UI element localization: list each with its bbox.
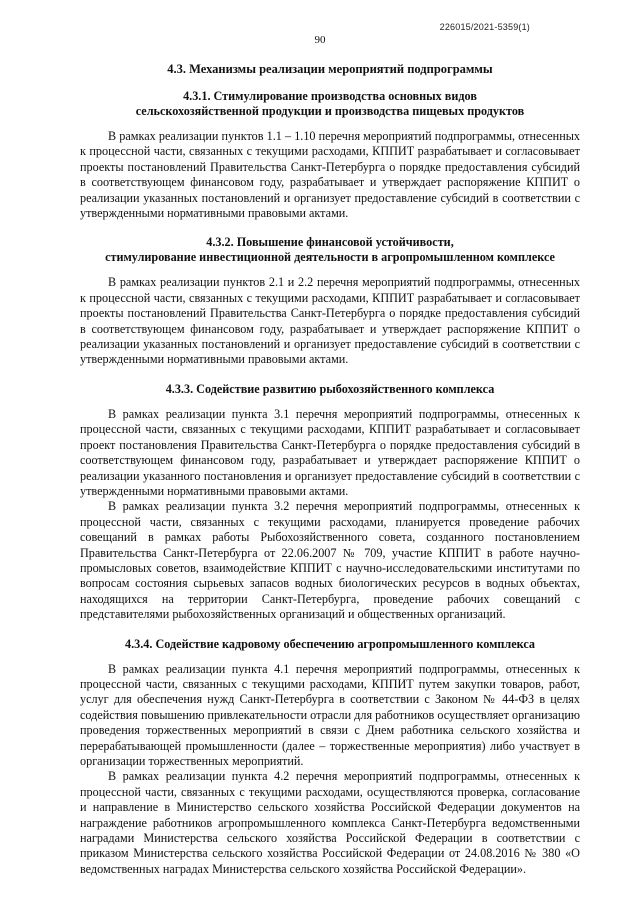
subsection-title-line: стимулирование инвестиционной деятельности в агропромышленном комплексе (105, 250, 555, 265)
subsection-title (80, 89, 580, 119)
subsection-4-3-4 (80, 637, 580, 878)
subsection-title (80, 235, 580, 265)
document-registration-number: 226015/2021-5359(1) (439, 22, 530, 32)
subsection-4-3-3 (80, 382, 580, 623)
paragraph: В рамках реализации пункта 4.2 перечня мероприятий подпрограммы, отнесенных к процессной части, связанных с текущими расходами, осуществляются проверка, согласование и направление в Министерство сельского хозяйства Российской Федерации документов на награждение работников агропромышленного комплекса Санкт-Петербурга ведомственными наградами Министерства сельского хозяйства Российской Федерации в соответствии с приказом Министерства сельского хозяйства Российской Федерации от 24.08.2016 № 380 «О ведомственных наградах Министерства сельского хозяйства Российской Федерации». (80, 769, 580, 876)
subsection-title: 4.3.3. Содействие развитию рыбохозяйственного комплекса (165, 381, 495, 396)
paragraph: В рамках реализации пункта 3.2 перечня мероприятий подпрограммы, отнесенных к процессной части, связанных с текущими расходами, планируется проведение рабочих совещаний в рамках работы Рыбохозяйственного совета, созданного постановлением Правительства Санкт-Петербурга от 22.06.2007 № 709, участие КППИТ в работе научно-промысловых советов, взаимодействие КППИТ с научно-исследовательскими институтами по вопросам состояния сырьевых запасов водных биологических ресурсов в водных объектах, находящихся на территории Санкт-Петербурга, проведение рабочих совещаний с представителями рыбохозяйственных организаций и общественных организаций. (80, 499, 580, 622)
subsection-4-3-1 (80, 89, 580, 221)
paragraph: В рамках реализации пункта 3.1 перечня мероприятий подпрограммы, отнесенных к процессной части, связанных с текущими расходами, КППИТ разрабатывает и согласовывает проект постановления Правительства Санкт-Петербурга о порядке предоставления субсидий в соответствующем финансовом году, разрабатывает и утверждает распоряжение КППИТ о реализации указанного постановления и организует предоставление субсидий в соответствии с утвержденными нормативными правовыми актами. (80, 406, 580, 498)
paragraph: В рамках реализации пунктов 1.1 – 1.10 перечня мероприятий подпрограммы, отнесенных к процессной части, связанных с текущими расходами, КППИТ разрабатывает и согласовывает проекты постановлений Правительства Санкт-Петербурга о порядке предоставления субсидий в соответствующем финансовом году, разрабатывает и утверждает распоряжение КППИТ о реализации указанных постановлений и организует предоставление субсидий в соответствии с утвержденными нормативными правовыми актами. (80, 129, 580, 221)
section-title: 4.3. Механизмы реализации мероприятий подпрограммы (167, 62, 493, 76)
paragraph: В рамках реализации пункта 4.1 перечня мероприятий подпрограммы, отнесенных к процессной части, связанных с текущими расходами, КППИТ путем закупки товаров, работ, услуг для обеспечения нужд Санкт-Петербурга в соответствии с Законом № 44-ФЗ в целях содействия повышению привлекательности отрасли для работников осуществляет организацию проведения торжественных мероприятий в связи с Днем работника сельского хозяйства и перерабатывающей промышленности (далее – торжественные мероприятия) либо участвует в организации торжественных мероприятий. (80, 661, 580, 768)
subsection-title-line: 4.3.1. Стимулирование производства основных видов (183, 89, 477, 103)
page-number: 90 (314, 34, 326, 46)
subsection-title-line: сельскохозяйственной продукции и производства пищевых продуктов (135, 104, 525, 118)
document-body (80, 62, 580, 891)
subsection-title: 4.3.4. Содействие кадровому обеспечению агропромышленного комплекса (124, 636, 536, 651)
subsection-4-3-2 (80, 235, 580, 367)
subsection-title-line: 4.3.2. Повышение финансовой устойчивости, (206, 235, 454, 250)
paragraph: В рамках реализации пунктов 2.1 и 2.2 перечня мероприятий подпрограммы, отнесенных к процессной части, связанных с текущими расходами, КППИТ разрабатывает и согласовывает проекты постановлений Правительства Санкт-Петербурга о порядке предоставления субсидий в соответствующем финансовом году, разрабатывает и утверждает распоряжение КППИТ о реализации указанных постановлений и организует предоставление субсидий в соответствии с утвержденными нормативными правовыми актами. (80, 275, 580, 367)
